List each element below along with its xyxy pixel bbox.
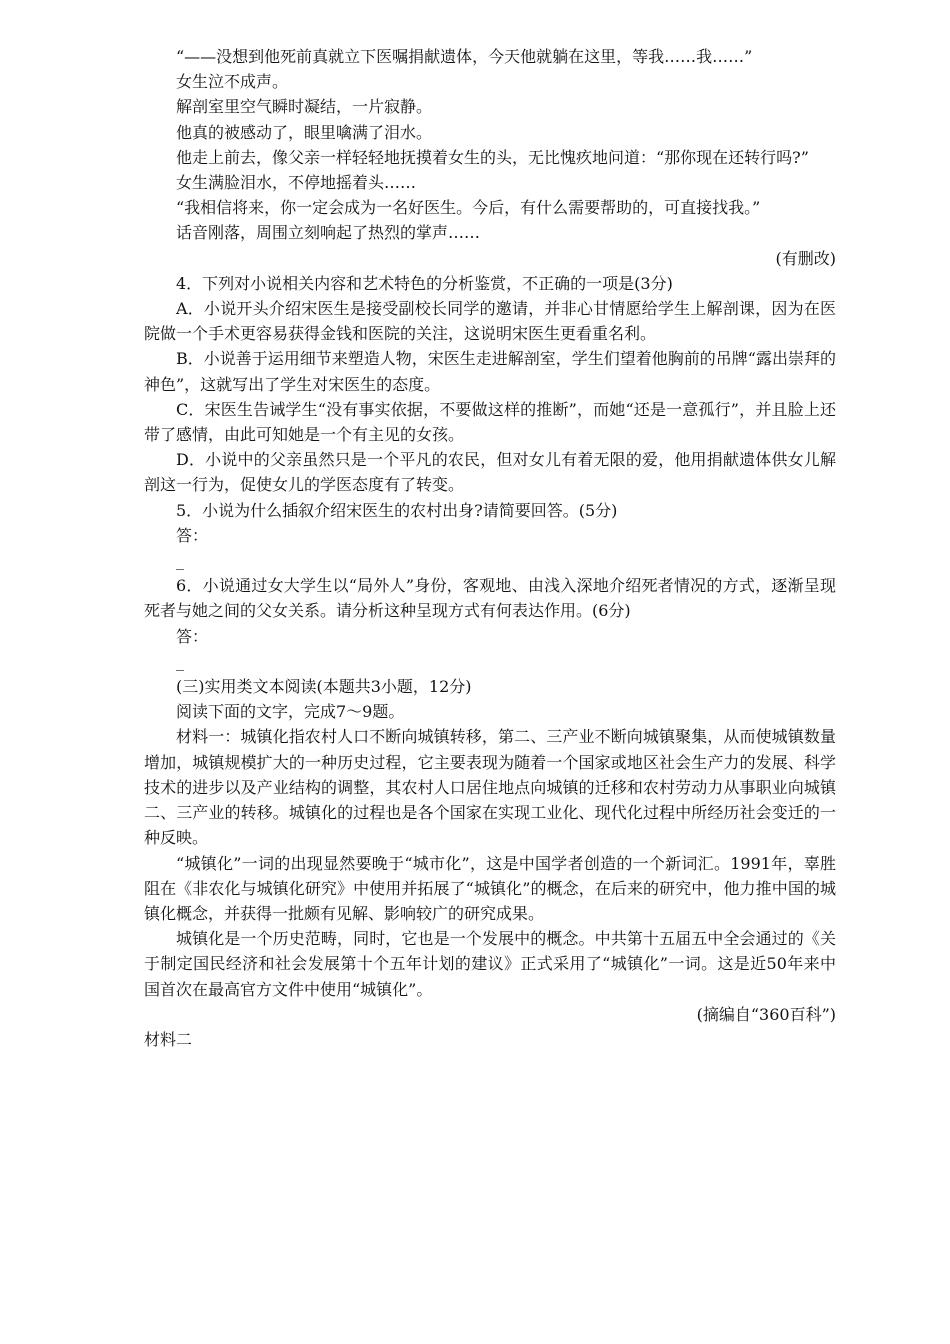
story-paragraph: 他真的被感动了，眼里噙满了泪水。 [176, 122, 433, 142]
question-4-option-b: B．小说善于运用细节来塑造人物，宋医生走进解剖室，学生们望着他胸前的吊牌“露出崇拜的神色”，这就写出了学生对宋医生的态度。 [144, 349, 836, 394]
question-6-stem: 6．小说通过女大学生以“局外人”身份，客观地、由浅入深地介绍死者情况的方式，逐渐呈现死者与她之间的父女关系。请分析这种呈现方式有何表达作用。(6分) [144, 576, 836, 621]
story-paragraph: “我相信将来，你一定会成为一名好医生。今后，有什么需要帮助的，可直接找我。” [176, 198, 761, 218]
material-2-label: 材料二 [144, 1029, 193, 1049]
story-paragraph: 女生泣不成声。 [176, 72, 289, 92]
material-1-paragraph: 材料一：城镇化指农村人口不断向城镇转移，第二、三产业不断向城镇聚集，从而使城镇数量增加，城镇规模扩大的一种历史过程，它主要表现为随着一个国家或地区社会生产力的发展、科学技术的进步以及产业结构的调整，其农村人口居住地点向城镇的迁移和农村劳动力从事职业向城镇二、三产业的转移。城镇化的过程也是各个国家在实现工业化、现代化过程中所经历社会变迁的一种反映。 [144, 727, 836, 848]
material-1-source: (摘编自“360百科”) [696, 1004, 836, 1024]
question-6-answer-label: 答： [176, 626, 209, 646]
story-paragraph: 话音刚落，周围立刻响起了热烈的掌声…… [176, 223, 481, 243]
question-4-option-a: A．小说开头介绍宋医生是接受副校长同学的邀请，并非心甘情愿给学生上解剖课，因为在医院做一个手术更容易获得金钱和医院的关注，这说明宋医生更看重名利。 [144, 299, 836, 344]
story-paragraph: 女生满脸泪水，不停地摇着头…… [176, 173, 417, 193]
material-1-paragraph: 城镇化是一个历史范畴，同时，它也是一个发展中的概念。中共第十五届五中全会通过的《关于制定国民经济和社会发展第十个五年计划的建议》正式采用了“城镇化”一词。这是近50年来中国首次在最高官方文件中使用“城镇化”。 [144, 929, 836, 999]
question-5-answer-blank: _ [176, 551, 184, 571]
question-4-stem: 4．下列对小说相关内容和艺术特色的分析鉴赏，不正确的一项是(3分) [176, 273, 673, 293]
question-4-option-d: D．小说中的父亲虽然只是一个平凡的农民，但对女儿有着无限的爱，他用捐献遗体供女儿解剖这一行为，促使女儿的学医态度有了转变。 [144, 450, 836, 495]
question-6-answer-blank: _ [176, 651, 184, 671]
question-5-answer-label: 答： [176, 525, 209, 545]
story-paragraph: “——没想到他死前真就立下医嘱捐献遗体，今天他就躺在这里，等我……我……” [176, 47, 753, 66]
section-3-instruction: 阅读下面的文字，完成7～9题。 [176, 702, 405, 722]
question-5-stem: 5．小说为什么插叙介绍宋医生的农村出身?请简要回答。(5分) [176, 500, 618, 520]
story-source-note: (有删改) [775, 248, 836, 268]
question-4-option-c: C．宋医生告诫学生“没有事实依据，不要做这样的推断”，而她“还是一意孤行”，并且脸上还带了感情，由此可知她是一个有主见的女孩。 [144, 399, 836, 445]
document-page [144, 44, 836, 1052]
story-paragraph: 他走上前去，像父亲一样轻轻地抚摸着女生的头，无比愧疚地问道：“那你现在还转行吗?” [176, 147, 809, 167]
material-1-paragraph: “城镇化”一词的出现显然要晚于“城市化”，这是中国学者创造的一个新词汇。1991年，辜胜阻在《非农化与城镇化研究》中使用并拓展了“城镇化”的概念，在后来的研究中，他力推中国的城镇化概念，并获得一批颇有见解、影响较广的研究成果。 [144, 853, 836, 923]
story-paragraph: 解剖室里空气瞬时凝结，一片寂静。 [176, 97, 433, 117]
section-3-heading: (三)实用类文本阅读(本题共3小题，12分) [176, 677, 472, 697]
